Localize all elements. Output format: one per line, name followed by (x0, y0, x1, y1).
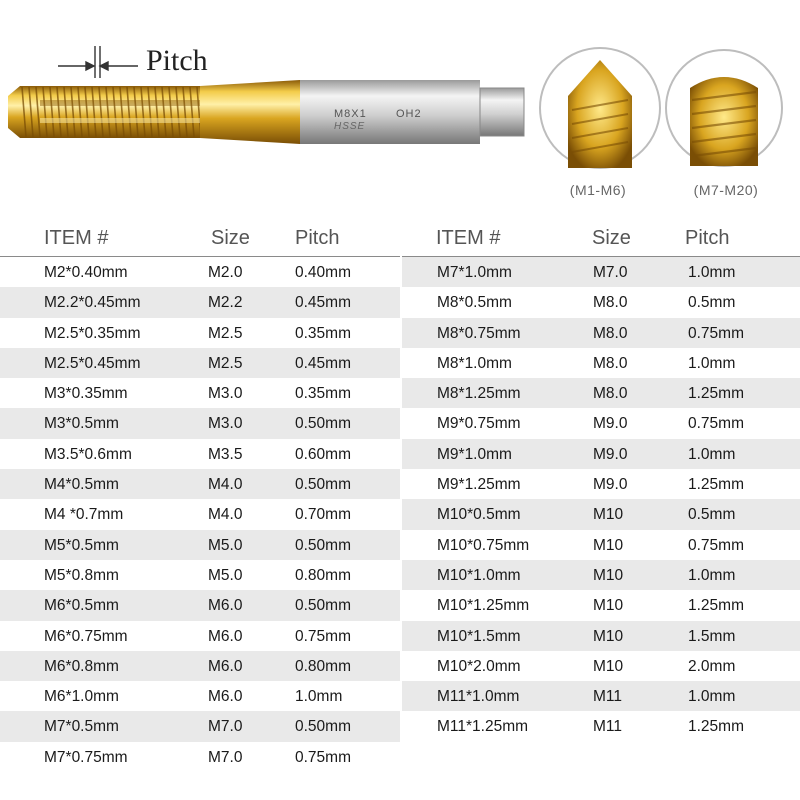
cell-pitch: 1.25mm (688, 385, 744, 403)
table-row (402, 681, 800, 711)
cell-size: M10 (593, 657, 624, 675)
cell-pitch: 0.75mm (295, 748, 351, 766)
cell-size: M10 (593, 597, 624, 615)
table-row (0, 408, 400, 438)
cell-size: M5.0 (208, 536, 243, 554)
cell-item: M10*0.5mm (437, 506, 521, 524)
table-row (0, 469, 400, 499)
table-row (0, 499, 400, 529)
cell-size: M10 (593, 536, 624, 554)
cell-size: M9.0 (593, 415, 628, 433)
cell-item: M10*2.0mm (437, 657, 521, 675)
table-row (402, 530, 800, 560)
table-row (0, 621, 400, 651)
table-row (0, 530, 400, 560)
cell-size: M7.0 (593, 264, 628, 281)
table-row (402, 590, 800, 620)
cell-size: M7.0 (208, 748, 243, 766)
cell-pitch: 1.25mm (688, 597, 744, 615)
cell-item: M8*1.0mm (437, 354, 512, 372)
table-header (402, 226, 800, 257)
cell-size: M8.0 (593, 324, 628, 342)
cell-item: M3*0.5mm (44, 415, 119, 433)
cell-size: M3.0 (208, 385, 243, 403)
cell-item: M6*0.75mm (44, 627, 128, 645)
cell-item: M8*0.5mm (437, 294, 512, 312)
cell-pitch: 1.5mm (688, 627, 736, 645)
cell-pitch: 0.75mm (688, 415, 744, 433)
cell-size: M8.0 (593, 294, 628, 312)
spec-table-right (402, 226, 800, 742)
cell-item: M2.5*0.35mm (44, 324, 141, 342)
table-row (0, 651, 400, 681)
table-row (402, 560, 800, 590)
header-item: ITEM # (436, 227, 501, 249)
cell-pitch: 0.5mm (688, 506, 736, 524)
cell-pitch: 0.50mm (295, 718, 351, 736)
table-row (0, 378, 400, 408)
cell-size: M4.0 (208, 476, 243, 494)
cell-item: M6*0.8mm (44, 657, 119, 675)
table-row (0, 439, 400, 469)
cell-item: M4 *0.7mm (44, 506, 124, 524)
cell-pitch: 1.25mm (688, 718, 744, 736)
cell-size: M2.5 (208, 354, 243, 372)
cell-item: M5*0.8mm (44, 566, 119, 584)
cell-item: M2*0.40mm (44, 264, 128, 281)
cell-pitch: 1.0mm (295, 688, 343, 706)
cell-item: M10*1.5mm (437, 627, 521, 645)
cell-pitch: 0.50mm (295, 415, 351, 433)
cell-item: M7*0.75mm (44, 748, 128, 766)
cell-size: M5.0 (208, 566, 243, 584)
cell-size: M8.0 (593, 354, 628, 372)
cell-item: M9*1.25mm (437, 476, 521, 494)
table-row (0, 742, 400, 772)
cell-size: M2.2 (208, 294, 243, 312)
cell-pitch: 0.80mm (295, 657, 351, 675)
cell-size: M3.0 (208, 415, 243, 433)
table-row (402, 621, 800, 651)
caption-small-taps: (M1-M6) (569, 182, 627, 198)
product-hero (0, 0, 800, 225)
cell-item: M10*1.0mm (437, 566, 521, 584)
table-row (0, 681, 400, 711)
cell-size: M6.0 (208, 597, 243, 615)
cell-item: M9*1.0mm (437, 445, 512, 463)
table-row (402, 348, 800, 378)
cell-size: M10 (593, 506, 624, 524)
cell-item: M7*0.5mm (44, 718, 119, 736)
cell-pitch: 1.0mm (688, 566, 736, 584)
table-row (402, 287, 800, 317)
table-row (0, 257, 400, 287)
cell-size: M10 (593, 627, 624, 645)
cell-item: M8*1.25mm (437, 385, 521, 403)
cell-pitch: 1.0mm (688, 445, 736, 463)
table-row (0, 287, 400, 317)
table-row (402, 499, 800, 529)
cell-size: M6.0 (208, 688, 243, 706)
cell-pitch: 0.5mm (688, 294, 736, 312)
cell-pitch: 0.50mm (295, 597, 351, 615)
table-row (0, 711, 400, 741)
cell-size: M9.0 (593, 445, 628, 463)
table-header (0, 226, 400, 257)
cell-item: M10*0.75mm (437, 536, 530, 554)
table-row (0, 318, 400, 348)
cell-item: M10*1.25mm (437, 597, 530, 615)
tap-grade: OH2 (396, 108, 422, 120)
cell-size: M2.0 (208, 264, 243, 281)
cell-size: M11 (593, 718, 623, 736)
cell-pitch: 0.45mm (295, 354, 351, 372)
header-pitch: Pitch (685, 227, 730, 249)
cell-pitch: 0.45mm (295, 294, 351, 312)
cell-size: M9.0 (593, 476, 628, 494)
cell-item: M7*1.0mm (437, 264, 512, 281)
cell-pitch: 0.50mm (295, 476, 351, 494)
cell-item: M11*1.0mm (437, 688, 520, 706)
cell-pitch: 1.25mm (688, 476, 744, 494)
cell-size: M6.0 (208, 627, 243, 645)
tap-marking: M8X1 (334, 108, 367, 120)
cell-item: M5*0.5mm (44, 536, 119, 554)
table-row (402, 408, 800, 438)
cell-size: M4.0 (208, 506, 243, 524)
cell-pitch: 2.0mm (688, 657, 736, 675)
cell-pitch: 1.0mm (688, 354, 736, 372)
cell-pitch: 0.70mm (295, 506, 351, 524)
cell-item: M9*0.75mm (437, 415, 521, 433)
table-row (402, 257, 800, 287)
cell-item: M3.5*0.6mm (44, 445, 132, 463)
spec-table-left (0, 226, 400, 772)
cell-pitch: 0.80mm (295, 566, 351, 584)
cell-size: M11 (593, 688, 623, 706)
cell-item: M11*1.25mm (437, 718, 529, 736)
cell-size: M8.0 (593, 385, 628, 403)
table-row (402, 651, 800, 681)
tap-material: HSSE (334, 121, 366, 132)
header-size: Size (592, 227, 631, 249)
cell-item: M8*0.75mm (437, 324, 521, 342)
cell-pitch: 0.75mm (295, 627, 351, 645)
table-row (402, 469, 800, 499)
cell-pitch: 1.0mm (688, 688, 736, 706)
table-row (0, 348, 400, 378)
pitch-dimension (58, 46, 138, 78)
header-pitch: Pitch (295, 227, 340, 249)
cell-pitch: 0.35mm (295, 324, 351, 342)
table-row (402, 378, 800, 408)
cell-size: M10 (593, 566, 624, 584)
cell-item: M6*1.0mm (44, 688, 119, 706)
cell-pitch: 0.60mm (295, 445, 351, 463)
table-row (0, 590, 400, 620)
cell-size: M6.0 (208, 657, 243, 675)
table-row (402, 318, 800, 348)
cell-item: M3*0.35mm (44, 385, 128, 403)
header-size: Size (211, 227, 250, 249)
caption-large-taps: (M7-M20) (693, 182, 759, 198)
cell-item: M2.2*0.45mm (44, 294, 141, 312)
cell-pitch: 0.50mm (295, 536, 351, 554)
cell-item: M4*0.5mm (44, 476, 119, 494)
header-item: ITEM # (44, 227, 109, 249)
table-row (402, 711, 800, 741)
tap-thread-body (8, 80, 300, 144)
cell-pitch: 1.0mm (688, 264, 736, 281)
pitch-label: Pitch (146, 44, 208, 77)
cell-item: M6*0.5mm (44, 597, 119, 615)
cell-item: M2.5*0.45mm (44, 354, 141, 372)
cell-pitch: 0.75mm (688, 324, 744, 342)
cell-pitch: 0.35mm (295, 385, 351, 403)
table-row (0, 560, 400, 590)
cell-pitch: 0.75mm (688, 536, 744, 554)
cell-pitch: 0.40mm (295, 264, 351, 281)
cell-size: M3.5 (208, 445, 243, 463)
cell-size: M7.0 (208, 718, 243, 736)
cell-size: M2.5 (208, 324, 243, 342)
table-row (402, 439, 800, 469)
